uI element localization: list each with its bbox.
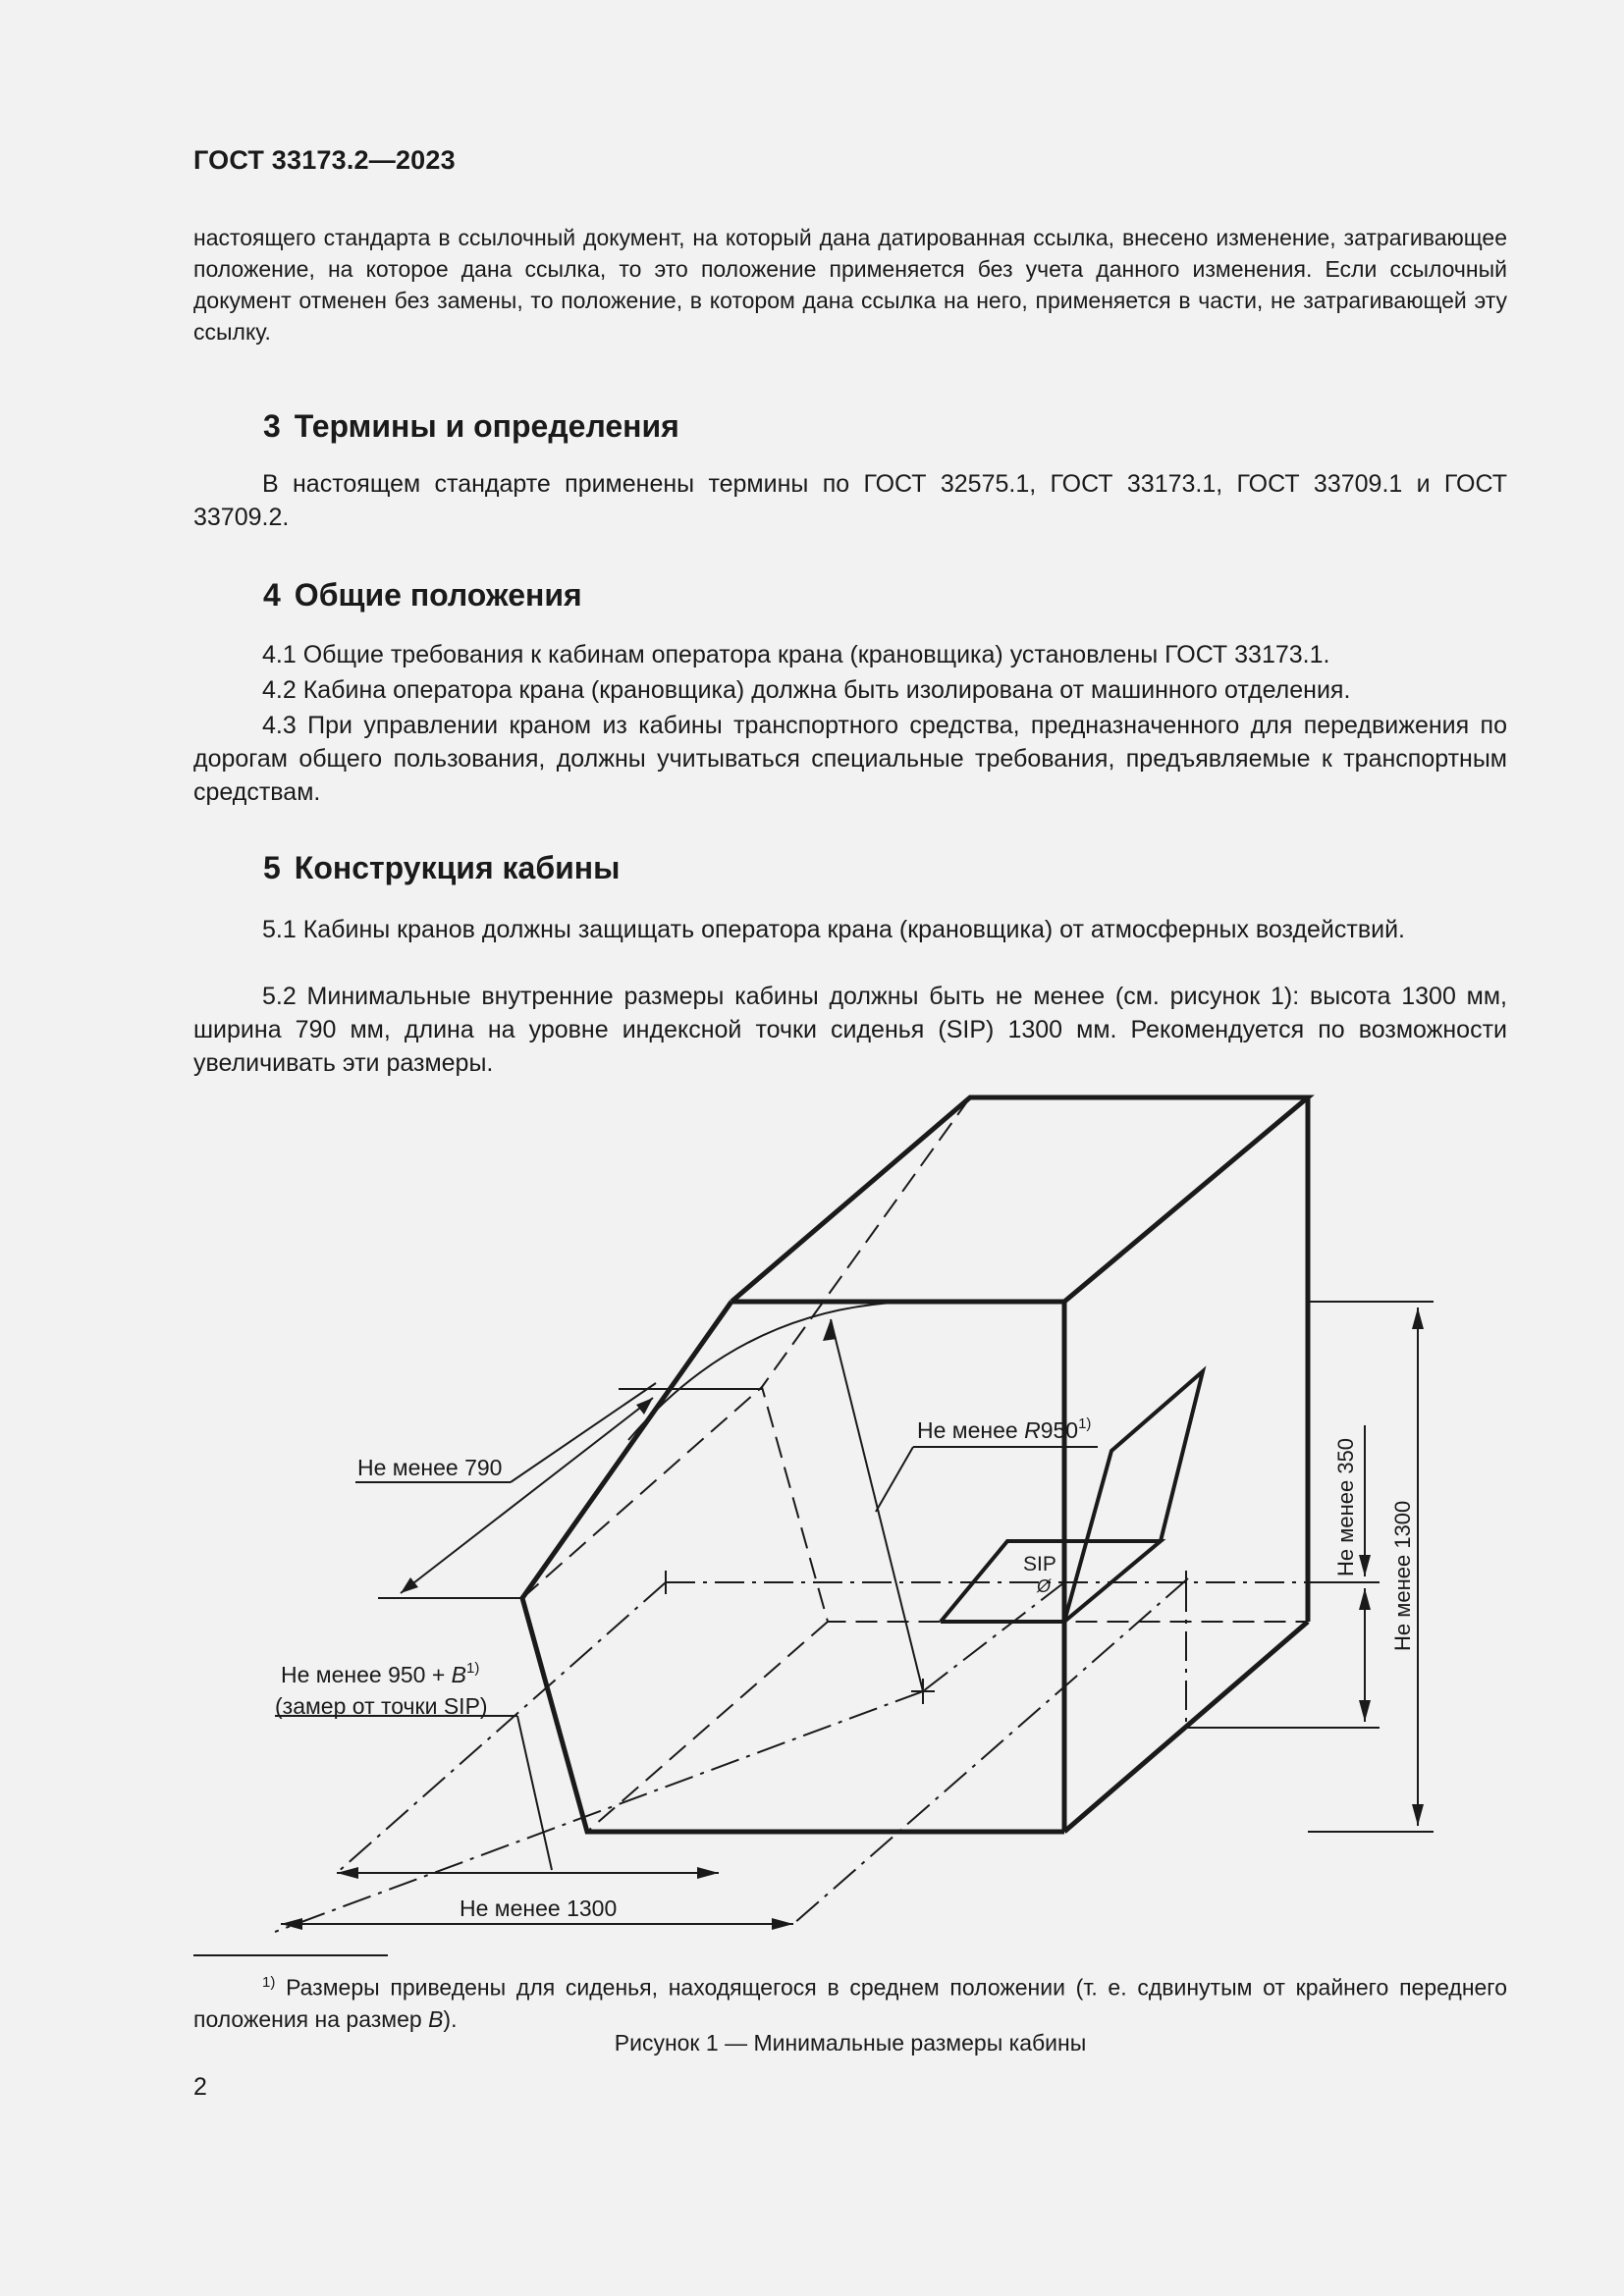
section-5-paragraph-1: 5.1 Кабины кранов должны защищать оператора крана (крановщика) от атмосферных воздействий.	[262, 916, 1406, 943]
document-header: ГОСТ 33173.2—2023	[193, 145, 456, 175]
label-radius-950: Не менее R950$^{1)}$	[917, 1415, 1092, 1443]
section-4-paragraph-3: 4.3 При управлении краном из кабины транспортного средства, предназначенного для передвижения по дорогам общего пользования, должны учитываться специальные требования, предъявляемые к транспортным средствам.	[193, 712, 1507, 806]
footnote-divider	[193, 1954, 388, 1956]
footnote-text: Размеры приведены для сиденья, находящегося в среднем положении (т. е. сдвинутым от крайнего переднего положения на размер	[193, 1974, 1507, 2032]
cabin-outline	[275, 1097, 1434, 1932]
intro-paragraph: настоящего стандарта в ссылочный документ, на который дана датированная ссылка, внесено изменение, затрагивающее положение, на которое дана ссылка, то это положение применяется без учета данного изменения. Если ссылочный документ отменен без замены, то положение, в котором дана ссылка на него, применяется в части, не затрагивающей эту ссылку.	[193, 225, 1507, 345]
label-height-1300: Не менее 1300	[1390, 1500, 1415, 1651]
section-number: 3	[263, 408, 281, 444]
section-4-paragraph-2: 4.2 Кабина оператора крана (крановщика) должна быть изолирована от машинного отделения.	[262, 676, 1351, 704]
footnote-marker: 1)	[262, 1974, 276, 1991]
label-measure-from-sip: (замер от точки SIP)	[275, 1693, 488, 1719]
section-number: 4	[263, 577, 281, 613]
section-title: Термины и определения	[294, 408, 679, 444]
figure-caption: Рисунок 1 — Минимальные размеры кабины	[614, 2030, 1087, 2056]
section-title: Общие положения	[294, 577, 582, 613]
section-4-paragraph-1: 4.1 Общие требования к кабинам оператора крана (крановщика) установлены ГОСТ 33173.1.	[262, 641, 1330, 668]
dimension-arrowheads	[281, 1308, 1424, 1930]
label-distance-950-b: Не менее $950 + B^{1)}$	[281, 1660, 480, 1687]
section-5-paragraph-2: 5.2 Минимальные внутренние размеры кабины должны быть не менее (см. рисунок 1): высота 1300 мм, ширина 790 мм, длина на уровне индексной точки сиденья (SIP) 1300 мм. Рекомендуется по возможности увеличивать эти размеры.	[193, 983, 1507, 1077]
page-number: 2	[193, 2073, 207, 2101]
footnote	[193, 1967, 1507, 2035]
section-title: Конструкция кабины	[294, 850, 621, 885]
footnote-text-end: ).	[443, 2005, 458, 2032]
section-3-paragraph-1: В настоящем стандарте применены термины по ГОСТ 32575.1, ГОСТ 33173.1, ГОСТ 33709.1 и ГОСТ 33709.2.	[193, 470, 1507, 531]
footnote-symbol: B	[428, 2005, 444, 2032]
label-width-790: Не менее 790	[357, 1455, 503, 1480]
label-length-1300: Не менее 1300	[460, 1896, 618, 1921]
section-number: 5	[263, 850, 281, 885]
label-height-350: Не менее 350	[1333, 1437, 1358, 1576]
label-sip: SIP	[1023, 1553, 1056, 1575]
sip-point-mark: Ø	[1037, 1576, 1052, 1596]
